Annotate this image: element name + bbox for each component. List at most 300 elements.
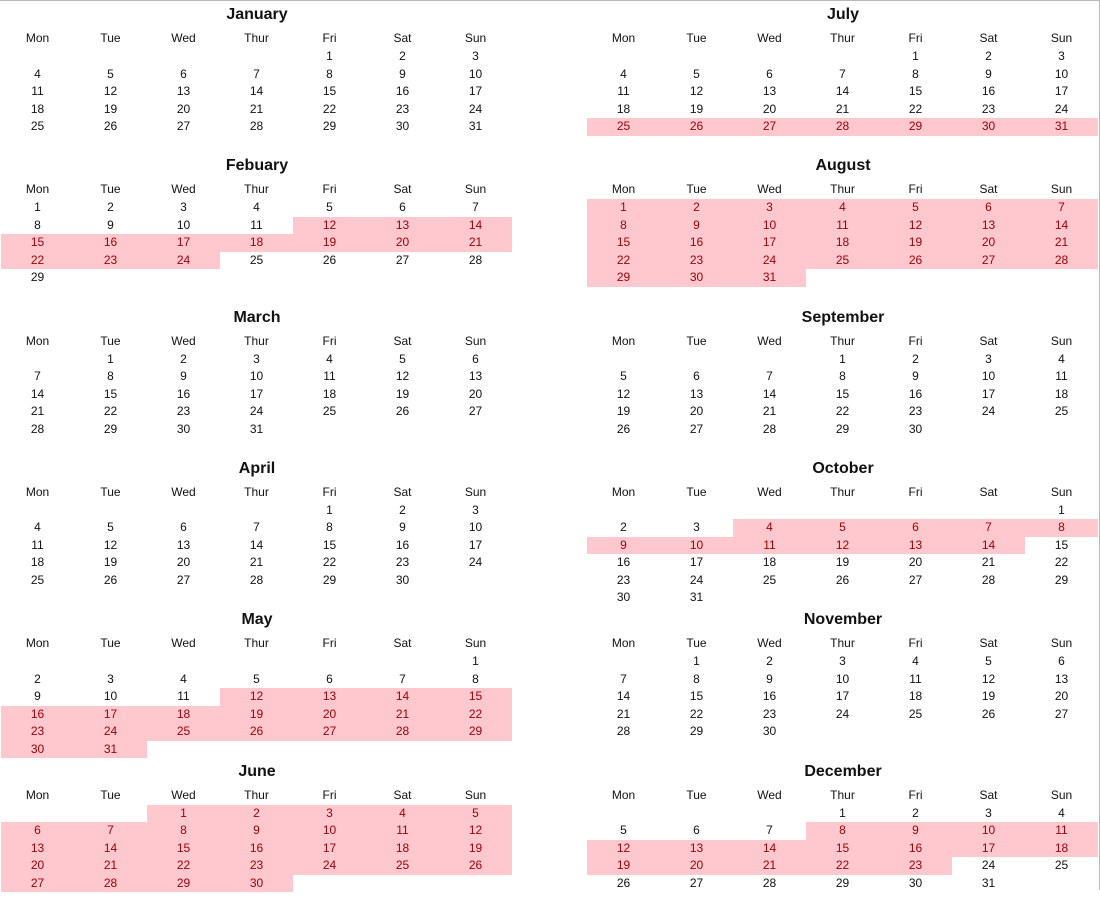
day-cell[interactable]: 29: [322, 572, 337, 587]
day-cell[interactable]: 13: [176, 537, 191, 552]
day-cell[interactable]: 26: [981, 706, 996, 721]
day-cell-highlighted[interactable]: 22: [806, 857, 879, 875]
day-cell[interactable]: 2: [912, 351, 919, 366]
day-cell[interactable]: 16: [616, 555, 631, 570]
day-cell[interactable]: 29: [30, 270, 45, 285]
day-cell[interactable]: 7: [766, 369, 773, 384]
day-cell[interactable]: 4: [912, 654, 919, 669]
day-cell-highlighted[interactable]: 13: [660, 840, 733, 858]
day-cell[interactable]: 7: [34, 369, 41, 384]
day-cell-highlighted[interactable]: 10: [952, 822, 1025, 840]
day-cell-highlighted[interactable]: 9: [220, 822, 293, 840]
day-cell-highlighted[interactable]: 7: [1025, 199, 1098, 217]
day-cell[interactable]: 15: [322, 537, 337, 552]
day-cell-highlighted[interactable]: 27: [733, 118, 806, 136]
day-cell[interactable]: 28: [981, 572, 996, 587]
day-cell[interactable]: 16: [395, 84, 410, 98]
day-cell[interactable]: 9: [912, 369, 919, 384]
day-cell-highlighted[interactable]: 15: [1, 234, 74, 252]
day-cell[interactable]: 19: [103, 555, 118, 570]
day-cell[interactable]: 9: [399, 520, 406, 535]
day-cell[interactable]: 8: [326, 520, 333, 535]
day-cell[interactable]: 23: [395, 555, 410, 570]
day-cell[interactable]: 18: [616, 101, 631, 116]
day-cell[interactable]: 24: [689, 572, 704, 587]
day-cell[interactable]: 20: [762, 101, 777, 116]
day-cell-highlighted[interactable]: 10: [733, 217, 806, 235]
day-cell-highlighted[interactable]: 14: [952, 537, 1025, 555]
day-cell-highlighted[interactable]: 19: [220, 706, 293, 724]
day-cell[interactable]: 2: [180, 351, 187, 366]
day-cell[interactable]: 6: [326, 671, 333, 686]
day-cell[interactable]: 14: [249, 537, 264, 552]
day-cell-highlighted[interactable]: 24: [733, 252, 806, 270]
day-cell-highlighted[interactable]: 29: [587, 269, 660, 287]
day-cell[interactable]: 31: [249, 421, 264, 436]
day-cell-highlighted[interactable]: 6: [952, 199, 1025, 217]
day-cell[interactable]: 3: [472, 49, 479, 63]
day-cell-highlighted[interactable]: 10: [293, 822, 366, 840]
day-cell-highlighted[interactable]: 23: [1, 723, 74, 741]
day-cell-highlighted[interactable]: 30: [952, 118, 1025, 136]
day-cell[interactable]: 23: [762, 706, 777, 721]
day-cell[interactable]: 4: [34, 66, 41, 81]
day-cell[interactable]: 25: [908, 706, 923, 721]
day-cell-highlighted[interactable]: 16: [74, 234, 147, 252]
day-cell[interactable]: 5: [620, 369, 627, 384]
day-cell-highlighted[interactable]: 18: [147, 706, 220, 724]
day-cell[interactable]: 18: [1054, 386, 1069, 401]
day-cell[interactable]: 9: [107, 217, 114, 232]
day-cell-highlighted[interactable]: 24: [147, 252, 220, 270]
day-cell[interactable]: 2: [107, 200, 114, 215]
day-cell-highlighted[interactable]: 17: [147, 234, 220, 252]
day-cell-highlighted[interactable]: 19: [587, 857, 660, 875]
day-cell[interactable]: 6: [180, 520, 187, 535]
day-cell[interactable]: 2: [399, 49, 406, 63]
day-cell-highlighted[interactable]: 30: [1, 741, 74, 759]
day-cell[interactable]: 2: [399, 502, 406, 517]
day-cell-highlighted[interactable]: 2: [220, 805, 293, 823]
day-cell[interactable]: 15: [689, 689, 704, 704]
day-cell[interactable]: 1: [839, 805, 846, 820]
day-cell[interactable]: 6: [693, 369, 700, 384]
day-cell-highlighted[interactable]: 20: [952, 234, 1025, 252]
day-cell[interactable]: 25: [30, 119, 45, 133]
day-cell-highlighted[interactable]: 22: [587, 252, 660, 270]
day-cell-highlighted[interactable]: 17: [293, 840, 366, 858]
day-cell[interactable]: 28: [249, 572, 264, 587]
day-cell[interactable]: 26: [322, 252, 337, 267]
day-cell-highlighted[interactable]: 18: [806, 234, 879, 252]
day-cell-highlighted[interactable]: 21: [366, 706, 439, 724]
day-cell[interactable]: 5: [399, 351, 406, 366]
day-cell-highlighted[interactable]: 24: [74, 723, 147, 741]
day-cell-highlighted[interactable]: 22: [439, 706, 512, 724]
day-cell[interactable]: 7: [766, 823, 773, 837]
day-cell-highlighted[interactable]: 23: [660, 252, 733, 270]
day-cell[interactable]: 27: [689, 421, 704, 436]
day-cell[interactable]: 9: [399, 66, 406, 81]
day-cell-highlighted[interactable]: 9: [660, 217, 733, 235]
day-cell[interactable]: 20: [176, 101, 191, 116]
day-cell[interactable]: 18: [30, 101, 45, 116]
day-cell-highlighted[interactable]: 8: [1025, 519, 1098, 537]
day-cell-highlighted[interactable]: 25: [587, 118, 660, 136]
day-cell[interactable]: 17: [249, 386, 264, 401]
day-cell[interactable]: 3: [253, 351, 260, 366]
day-cell[interactable]: 25: [249, 252, 264, 267]
day-cell[interactable]: 13: [689, 386, 704, 401]
day-cell[interactable]: 4: [620, 66, 627, 81]
day-cell-highlighted[interactable]: 16: [220, 840, 293, 858]
day-cell-highlighted[interactable]: 11: [733, 537, 806, 555]
day-cell-highlighted[interactable]: 11: [366, 822, 439, 840]
day-cell[interactable]: 9: [985, 66, 992, 81]
day-cell[interactable]: 11: [250, 217, 263, 232]
day-cell-highlighted[interactable]: 31: [733, 269, 806, 287]
day-cell[interactable]: 10: [1054, 66, 1069, 81]
day-cell[interactable]: 21: [981, 555, 996, 570]
day-cell-highlighted[interactable]: 22: [147, 857, 220, 875]
day-cell-highlighted[interactable]: 18: [366, 840, 439, 858]
day-cell-highlighted[interactable]: 9: [879, 822, 952, 840]
day-cell[interactable]: 4: [1058, 351, 1065, 366]
day-cell-highlighted[interactable]: 22: [1, 252, 74, 270]
day-cell[interactable]: 31: [981, 875, 996, 890]
day-cell[interactable]: 26: [835, 572, 850, 587]
day-cell[interactable]: 28: [762, 875, 777, 890]
day-cell[interactable]: 24: [981, 404, 996, 419]
day-cell[interactable]: 23: [395, 101, 410, 116]
day-cell[interactable]: 27: [176, 119, 191, 133]
day-cell-highlighted[interactable]: 24: [293, 857, 366, 875]
day-cell[interactable]: 24: [981, 858, 996, 872]
day-cell[interactable]: 20: [468, 386, 483, 401]
day-cell-highlighted[interactable]: 10: [660, 537, 733, 555]
day-cell[interactable]: 12: [689, 84, 704, 98]
day-cell[interactable]: 2: [766, 654, 773, 669]
day-cell-highlighted[interactable]: 31: [74, 741, 147, 759]
day-cell[interactable]: 11: [1055, 369, 1068, 384]
day-cell-highlighted[interactable]: 12: [587, 840, 660, 858]
day-cell[interactable]: 30: [908, 421, 923, 436]
day-cell-highlighted[interactable]: 6: [1, 822, 74, 840]
day-cell-highlighted[interactable]: 14: [1025, 217, 1098, 235]
day-cell-highlighted[interactable]: 4: [366, 805, 439, 823]
day-cell[interactable]: 13: [762, 84, 777, 98]
day-cell[interactable]: 20: [908, 555, 923, 570]
day-cell[interactable]: 21: [30, 404, 45, 419]
day-cell[interactable]: 3: [180, 200, 187, 215]
day-cell[interactable]: 5: [326, 200, 333, 215]
day-cell-highlighted[interactable]: 26: [660, 118, 733, 136]
day-cell-highlighted[interactable]: 28: [74, 875, 147, 893]
day-cell-highlighted[interactable]: 11: [806, 217, 879, 235]
day-cell-highlighted[interactable]: 21: [733, 857, 806, 875]
day-cell[interactable]: 11: [617, 84, 630, 98]
day-cell[interactable]: 11: [323, 369, 336, 384]
day-cell[interactable]: 27: [689, 875, 704, 890]
day-cell-highlighted[interactable]: 14: [733, 840, 806, 858]
day-cell-highlighted[interactable]: 15: [806, 840, 879, 858]
day-cell[interactable]: 17: [689, 555, 704, 570]
day-cell-highlighted[interactable]: 25: [147, 723, 220, 741]
day-cell[interactable]: 16: [176, 386, 191, 401]
day-cell[interactable]: 1: [1058, 502, 1065, 517]
day-cell[interactable]: 26: [616, 875, 631, 890]
day-cell[interactable]: 12: [616, 386, 631, 401]
day-cell[interactable]: 10: [249, 369, 264, 384]
day-cell[interactable]: 16: [908, 386, 923, 401]
day-cell[interactable]: 3: [472, 502, 479, 517]
day-cell[interactable]: 15: [103, 386, 118, 401]
day-cell-highlighted[interactable]: 13: [1, 840, 74, 858]
day-cell[interactable]: 22: [1054, 555, 1069, 570]
day-cell[interactable]: 13: [468, 369, 483, 384]
day-cell[interactable]: 7: [620, 671, 627, 686]
day-cell[interactable]: 2: [34, 671, 41, 686]
day-cell[interactable]: 7: [839, 66, 846, 81]
day-cell[interactable]: 25: [1054, 858, 1069, 872]
day-cell[interactable]: 9: [34, 689, 41, 704]
day-cell-highlighted[interactable]: 20: [660, 857, 733, 875]
day-cell[interactable]: 3: [693, 520, 700, 535]
day-cell-highlighted[interactable]: 15: [587, 234, 660, 252]
day-cell[interactable]: 19: [981, 689, 996, 704]
day-cell[interactable]: 9: [766, 671, 773, 686]
day-cell[interactable]: 27: [1054, 706, 1069, 721]
day-cell[interactable]: 28: [249, 119, 264, 133]
day-cell[interactable]: 24: [468, 555, 483, 570]
day-cell-highlighted[interactable]: 1: [147, 805, 220, 823]
day-cell[interactable]: 7: [253, 66, 260, 81]
day-cell[interactable]: 12: [395, 369, 410, 384]
day-cell[interactable]: 26: [395, 404, 410, 419]
day-cell[interactable]: 12: [103, 84, 118, 98]
day-cell[interactable]: 24: [835, 706, 850, 721]
day-cell[interactable]: 8: [912, 66, 919, 81]
day-cell[interactable]: 8: [107, 369, 114, 384]
day-cell[interactable]: 2: [985, 49, 992, 63]
day-cell-highlighted[interactable]: 4: [733, 519, 806, 537]
day-cell[interactable]: 29: [835, 421, 850, 436]
day-cell[interactable]: 23: [908, 404, 923, 419]
day-cell-highlighted[interactable]: 4: [806, 199, 879, 217]
day-cell[interactable]: 17: [835, 689, 850, 704]
day-cell[interactable]: 22: [689, 706, 704, 721]
day-cell[interactable]: 12: [103, 537, 118, 552]
day-cell-highlighted[interactable]: 17: [74, 706, 147, 724]
day-cell[interactable]: 13: [176, 84, 191, 98]
day-cell[interactable]: 14: [762, 386, 777, 401]
day-cell[interactable]: 9: [180, 369, 187, 384]
day-cell-highlighted[interactable]: 12: [439, 822, 512, 840]
day-cell-highlighted[interactable]: 8: [587, 217, 660, 235]
day-cell[interactable]: 15: [908, 84, 923, 98]
day-cell[interactable]: 6: [766, 66, 773, 81]
day-cell[interactable]: 7: [253, 520, 260, 535]
day-cell[interactable]: 20: [689, 404, 704, 419]
day-cell[interactable]: 27: [908, 572, 923, 587]
day-cell-highlighted[interactable]: 17: [952, 840, 1025, 858]
day-cell-highlighted[interactable]: 25: [806, 252, 879, 270]
day-cell-highlighted[interactable]: 8: [147, 822, 220, 840]
day-cell-highlighted[interactable]: 13: [879, 537, 952, 555]
day-cell[interactable]: 3: [839, 654, 846, 669]
day-cell[interactable]: 8: [34, 217, 41, 232]
day-cell[interactable]: 8: [472, 671, 479, 686]
day-cell[interactable]: 7: [472, 200, 479, 215]
day-cell[interactable]: 1: [34, 200, 41, 215]
day-cell[interactable]: 19: [103, 101, 118, 116]
day-cell[interactable]: 8: [693, 671, 700, 686]
day-cell-highlighted[interactable]: 7: [74, 822, 147, 840]
day-cell[interactable]: 15: [322, 84, 337, 98]
day-cell[interactable]: 19: [689, 101, 704, 116]
day-cell[interactable]: 29: [689, 724, 704, 739]
day-cell[interactable]: 24: [468, 101, 483, 116]
day-cell[interactable]: 16: [395, 537, 410, 552]
day-cell[interactable]: 22: [322, 101, 337, 116]
day-cell[interactable]: 1: [107, 351, 114, 366]
day-cell-highlighted[interactable]: 20: [293, 706, 366, 724]
day-cell[interactable]: 18: [762, 555, 777, 570]
day-cell-highlighted[interactable]: 21: [439, 234, 512, 252]
day-cell-highlighted[interactable]: 28: [1025, 252, 1098, 270]
day-cell[interactable]: 22: [103, 404, 118, 419]
day-cell[interactable]: 18: [322, 386, 337, 401]
day-cell[interactable]: 28: [762, 421, 777, 436]
day-cell[interactable]: 6: [693, 823, 700, 837]
day-cell[interactable]: 21: [616, 706, 631, 721]
day-cell-highlighted[interactable]: 27: [293, 723, 366, 741]
day-cell-highlighted[interactable]: 26: [439, 857, 512, 875]
day-cell[interactable]: 28: [468, 252, 483, 267]
day-cell[interactable]: 10: [103, 689, 118, 704]
day-cell[interactable]: 10: [468, 520, 483, 535]
day-cell-highlighted[interactable]: 16: [660, 234, 733, 252]
day-cell-highlighted[interactable]: 5: [439, 805, 512, 823]
day-cell[interactable]: 5: [620, 823, 627, 837]
day-cell[interactable]: 30: [762, 724, 777, 739]
day-cell-highlighted[interactable]: 3: [733, 199, 806, 217]
day-cell[interactable]: 11: [909, 671, 922, 686]
day-cell[interactable]: 3: [985, 805, 992, 820]
day-cell[interactable]: 26: [616, 421, 631, 436]
day-cell[interactable]: 22: [908, 101, 923, 116]
day-cell-highlighted[interactable]: 21: [1025, 234, 1098, 252]
day-cell-highlighted[interactable]: 23: [74, 252, 147, 270]
day-cell[interactable]: 6: [472, 351, 479, 366]
day-cell[interactable]: 30: [908, 875, 923, 890]
day-cell[interactable]: 5: [693, 66, 700, 81]
day-cell-highlighted[interactable]: 12: [879, 217, 952, 235]
day-cell[interactable]: 11: [31, 84, 44, 98]
day-cell-highlighted[interactable]: 12: [806, 537, 879, 555]
day-cell[interactable]: 29: [103, 421, 118, 436]
day-cell-highlighted[interactable]: 15: [439, 688, 512, 706]
day-cell[interactable]: 15: [1054, 537, 1069, 552]
day-cell[interactable]: 30: [395, 572, 410, 587]
day-cell[interactable]: 1: [472, 654, 479, 669]
day-cell[interactable]: 25: [1054, 404, 1069, 419]
day-cell[interactable]: 28: [616, 724, 631, 739]
day-cell[interactable]: 21: [249, 101, 264, 116]
day-cell-highlighted[interactable]: 16: [879, 840, 952, 858]
day-cell-highlighted[interactable]: 26: [220, 723, 293, 741]
day-cell[interactable]: 27: [468, 404, 483, 419]
day-cell[interactable]: 27: [395, 252, 410, 267]
day-cell[interactable]: 16: [762, 689, 777, 704]
day-cell-highlighted[interactable]: 21: [74, 857, 147, 875]
day-cell[interactable]: 25: [322, 404, 337, 419]
day-cell[interactable]: 2: [620, 520, 627, 535]
day-cell[interactable]: 17: [1054, 84, 1069, 98]
day-cell-highlighted[interactable]: 27: [952, 252, 1025, 270]
day-cell[interactable]: 22: [835, 404, 850, 419]
day-cell-highlighted[interactable]: 2: [660, 199, 733, 217]
day-cell[interactable]: 14: [30, 386, 45, 401]
day-cell[interactable]: 27: [176, 572, 191, 587]
day-cell[interactable]: 6: [1058, 654, 1065, 669]
day-cell-highlighted[interactable]: 13: [952, 217, 1025, 235]
day-cell[interactable]: 5: [107, 520, 114, 535]
day-cell[interactable]: 5: [253, 671, 260, 686]
day-cell-highlighted[interactable]: 11: [1025, 822, 1098, 840]
day-cell-highlighted[interactable]: 20: [1, 857, 74, 875]
day-cell-highlighted[interactable]: 13: [293, 688, 366, 706]
day-cell[interactable]: 31: [468, 119, 483, 133]
day-cell-highlighted[interactable]: 19: [293, 234, 366, 252]
day-cell[interactable]: 3: [1058, 49, 1065, 63]
day-cell-highlighted[interactable]: 26: [879, 252, 952, 270]
day-cell[interactable]: 1: [326, 502, 333, 517]
day-cell[interactable]: 14: [249, 84, 264, 98]
day-cell[interactable]: 21: [762, 404, 777, 419]
day-cell[interactable]: 4: [180, 671, 187, 686]
day-cell[interactable]: 2: [912, 805, 919, 820]
day-cell-highlighted[interactable]: 28: [806, 118, 879, 136]
day-cell[interactable]: 4: [1058, 805, 1065, 820]
day-cell[interactable]: 26: [103, 119, 118, 133]
day-cell[interactable]: 14: [835, 84, 850, 98]
day-cell[interactable]: 6: [180, 66, 187, 81]
day-cell[interactable]: 30: [176, 421, 191, 436]
day-cell[interactable]: 17: [981, 386, 996, 401]
day-cell-highlighted[interactable]: 14: [439, 217, 512, 235]
day-cell-highlighted[interactable]: 5: [879, 199, 952, 217]
day-cell[interactable]: 30: [395, 119, 410, 133]
day-cell-highlighted[interactable]: 29: [879, 118, 952, 136]
day-cell[interactable]: 25: [30, 572, 45, 587]
day-cell-highlighted[interactable]: 23: [879, 857, 952, 875]
day-cell-highlighted[interactable]: 29: [439, 723, 512, 741]
day-cell[interactable]: 6: [399, 200, 406, 215]
day-cell-highlighted[interactable]: 14: [74, 840, 147, 858]
day-cell-highlighted[interactable]: 16: [1, 706, 74, 724]
day-cell[interactable]: 20: [176, 555, 191, 570]
day-cell-highlighted[interactable]: 1: [587, 199, 660, 217]
day-cell[interactable]: 4: [34, 520, 41, 535]
day-cell[interactable]: 28: [30, 421, 45, 436]
day-cell[interactable]: 11: [177, 689, 190, 704]
day-cell-highlighted[interactable]: 7: [952, 519, 1025, 537]
day-cell-highlighted[interactable]: 31: [1025, 118, 1098, 136]
day-cell-highlighted[interactable]: 6: [879, 519, 952, 537]
day-cell[interactable]: 23: [176, 404, 191, 419]
day-cell-highlighted[interactable]: 20: [366, 234, 439, 252]
